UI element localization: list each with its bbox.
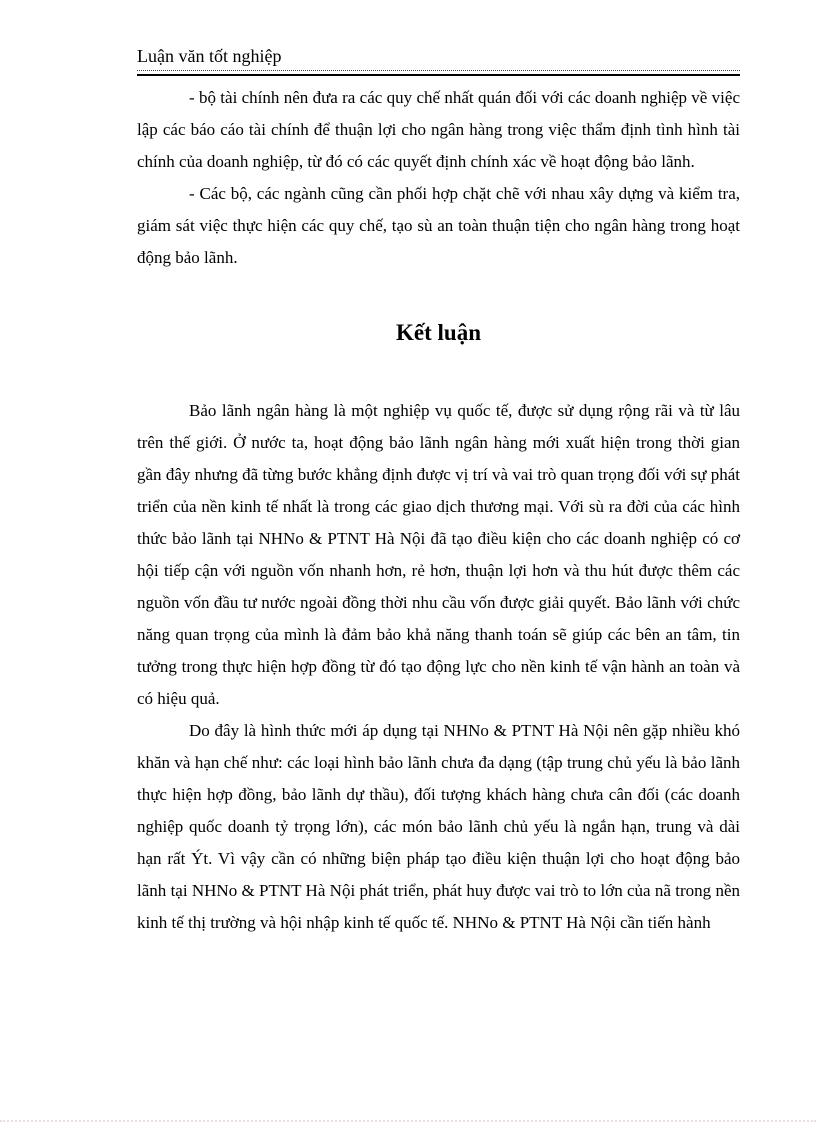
page-header [137, 44, 740, 68]
paragraph: - bộ tài chính nên đưa ra các quy chế nhất quán đối với các doanh nghiệp về việc lập các báo cáo tài chính để thuận lợi cho ngân hàng trong việc thẩm định tình hình tài chính của doanh nghiệp, từ đó có các quyết định chính xác về hoạt động bảo lãnh. [137, 88, 740, 171]
header-rule [137, 70, 740, 76]
paragraph: - Các bộ, các ngành cũng cần phối hợp chặt chẽ với nhau xây dựng và kiểm tra, giám sát việc thực hiện các quy chế, tạo sù an toàn thuận tiện cho ngân hàng trong hoạt động bảo lãnh. [137, 184, 740, 267]
paragraph: Bảo lãnh ngân hàng là một nghiệp vụ quốc tế, được sử dụng rộng rãi và từ lâu trên thế giới. Ở nước ta, hoạt động bảo lãnh ngân hàng mới xuất hiện trong thời gian gần đây nhưng đã từng bước khẳng định được vị trí và vai trò quan trọng đối với sự phát triển của nền kinh tế nhất là trong các giao dịch thương mại. Với sù ra đời của các hình thức bảo lãnh tại NHNo & PTNT Hà Nội đã tạo điều kiện cho các doanh nghiệp có cơ hội tiếp cận với nguồn vốn nhanh hơn, rẻ hơn, thuận lợi hơn và thu hút được thêm các nguồn vốn đầu tư nước ngoài đồng thời nhu cầu vốn được giải quyết. Bảo lãnh với chức năng quan trọng của mình là đảm bảo khả năng thanh toán sẽ giúp các bên an tâm, tin tưởng trong thực hiện hợp đồng từ đó tạo động lực cho nền kinh tế vận hành an toàn và có hiệu quả. [137, 401, 740, 708]
scan-artifact-line [0, 1120, 816, 1122]
section-heading: Kết luận [396, 320, 481, 345]
paragraph: Do đây là hình thức mới áp dụng tại NHNo & PTNT Hà Nội nên gặp nhiều khó khăn và hạn chế như: các loại hình bảo lãnh chưa đa dạng (tập trung chủ yếu là bảo lãnh thực hiện hợp đồng, bảo lãnh dự thầu), đối tượng khách hàng chưa cân đối (các doanh nghiệp quốc doanh tỷ trọng lớn), các món bảo lãnh chủ yếu là ngắn hạn, trung và dài hạn rất Ýt. Vì vậy cần có những biện pháp tạo điều kiện thuận lợi cho hoạt động bảo lãnh tại NHNo & PTNT Hà Nội phát triển, phát huy được vai trò to lớn của nã trong nền kinh tế thị trường và hội nhập kinh tế quốc tế. NHNo & PTNT Hà Nội cần tiến hành [137, 721, 740, 932]
header-title: Luận văn tốt nghiệp [137, 46, 282, 66]
